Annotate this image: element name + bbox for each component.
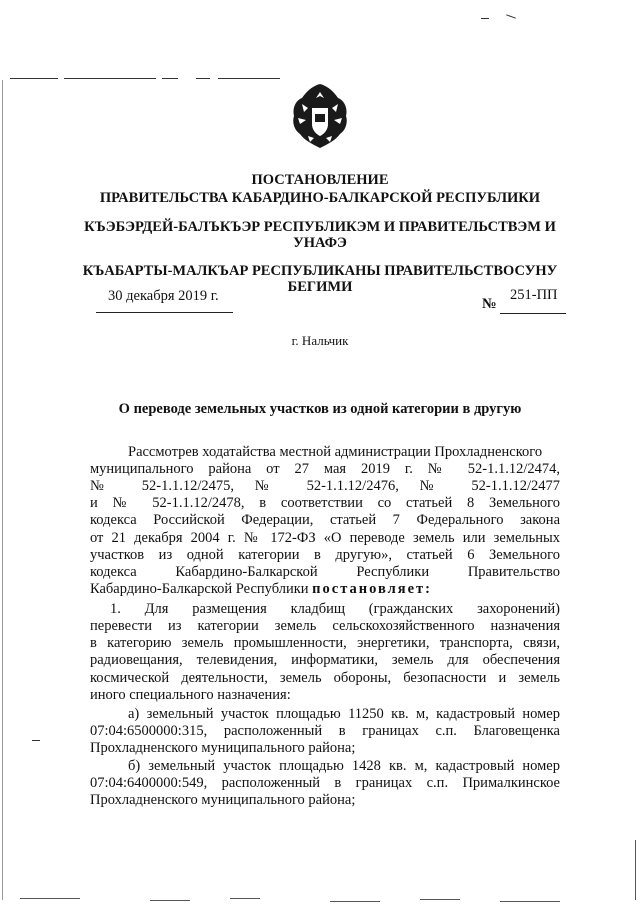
body-line: иного специального назначения: — [90, 687, 291, 703]
decree-word: постановляет: — [312, 581, 432, 597]
body-line: № 52-1.1.12/2475, № 52-1.1.12/2476, № 52-1.1.12/2477 — [90, 478, 560, 494]
body-line: от 21 декабря 2004 г. № 172-ФЗ «О переводе земель или земельных — [90, 530, 560, 546]
decree-date: 30 декабря 2019 г. — [108, 288, 219, 304]
document-title: О переводе земельных участков из одной категории в другую — [118, 401, 522, 417]
body-line — [90, 581, 432, 598]
clause-1b: б) земельный участок площадью 1428 кв. м, кадастровый номер — [128, 758, 560, 774]
body-line: Рассмотрев ходатайства местной администрации Прохладненского — [128, 444, 543, 460]
scan-mark — [32, 740, 40, 741]
document-type-heading: ПОСТАНОВЛЕНИЕ — [251, 172, 389, 188]
body-line: участков из одной категории в другую», статьей 6 Земельного — [90, 547, 560, 563]
decree-number: 251-ПП — [510, 287, 558, 303]
body-line: Прохладненского муниципального района; — [90, 792, 356, 808]
government-name-kabardian: КЪЭБЭРДЕЙ-БАЛЪКЪЭР РЕСПУБЛИКЭМ И ПРАВИТЕЛЬСТВЭМ И — [84, 219, 556, 235]
government-name-balkar: КЪАБАРТЫ-МАЛКЪАР РЕСПУБЛИКАНЫ ПРАВИТЕЛЬСТВОСУНУ — [82, 263, 558, 279]
body-line: 07:04:6500000:315, расположенный в границах с.п. Благовещенка — [90, 723, 560, 739]
clause-1a: а) земельный участок площадью 11250 кв. м, кадастровый номер — [128, 706, 560, 722]
government-name-ru: ПРАВИТЕЛЬСТВА КАБАРДИНО-БАЛКАРСКОЙ РЕСПУБЛИКИ — [99, 190, 541, 206]
body-line: перевести из категории земель сельскохозяйственного назначения — [90, 618, 560, 634]
number-sign: № — [482, 296, 497, 312]
body-line: 07:04:6400000:549, расположенный в границах с.п. Прималкинское — [90, 775, 560, 791]
body-line: муниципального района от 27 мая 2019 г. № 52-1.1.12/2474, — [90, 461, 560, 477]
body-line: радиовещания, телевидения, информатики, земель для обеспечения — [90, 652, 560, 668]
body-line-text: Кабардино-Балкарской Республики — [90, 581, 309, 597]
government-name-balkar-cont: БЕГИМИ — [287, 279, 353, 295]
scan-mark — [506, 14, 516, 18]
date-underline — [96, 312, 233, 313]
body-line: кодекса Российской Федерации, статьей 7 Федерального закона — [90, 512, 560, 528]
coat-of-arms-emblem — [290, 78, 350, 150]
body-line: в категорию земель промышленности, энергетики, транспорта, связи, — [90, 635, 560, 651]
clause-1: 1. Для размещения кладбищ (гражданских захоронений) — [110, 601, 560, 617]
body-line: кодекса Кабардино-Балкарской Республики Правительство — [90, 564, 560, 580]
scan-mark — [481, 18, 489, 19]
city: г. Нальчик — [291, 333, 349, 348]
body-line: и № 52-1.1.12/2478, в соответствии со статьей 8 Земельного — [90, 495, 560, 511]
body-line: Прохладненского муниципального района; — [90, 740, 356, 756]
body-line: космической деятельности, земель обороны, безопасности и земель — [90, 670, 560, 686]
government-name-kabardian-cont: УНАФЭ — [293, 235, 347, 251]
number-underline — [500, 313, 566, 314]
